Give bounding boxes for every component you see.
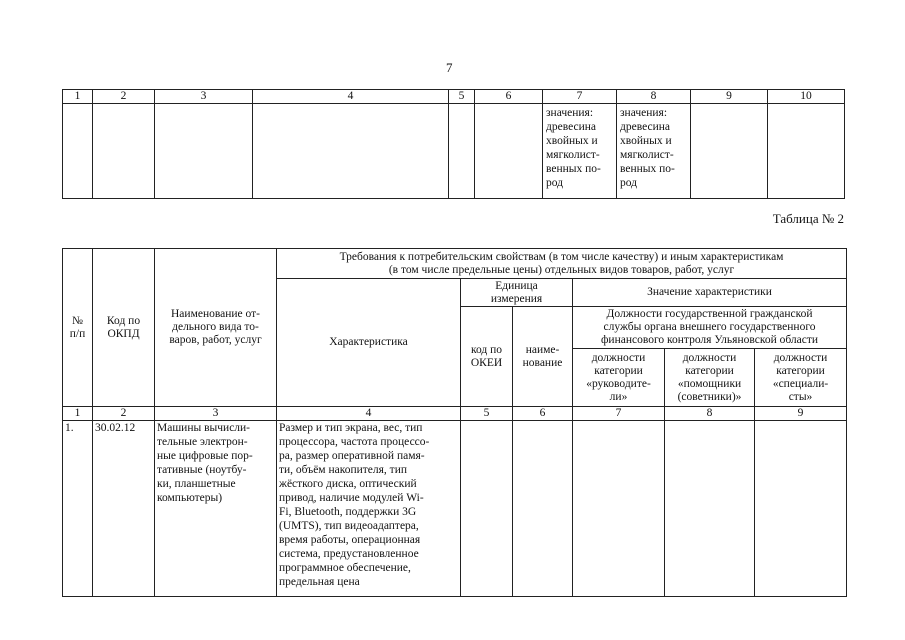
cell-line: жёсткого диска, оптический <box>279 478 417 490</box>
table-1-colnum: 5 <box>449 90 475 104</box>
cell-line: тельные электрон- <box>157 436 248 448</box>
header-line: ОКЕИ <box>470 356 503 369</box>
header-requirements <box>277 249 847 279</box>
row-okpd: 30.02.12 <box>93 421 155 597</box>
cell-line: ные цифровые пор- <box>157 450 253 462</box>
header-okpd <box>93 249 155 407</box>
header-line: код по <box>470 343 503 356</box>
header-category-heads <box>573 349 665 407</box>
cell-line: значения: <box>546 107 594 119</box>
header-line: «помощники <box>677 377 742 390</box>
table-cell <box>755 421 847 597</box>
header-line: наиме- <box>525 343 560 356</box>
table-cell <box>665 421 755 597</box>
table-2-colnum: 7 <box>573 407 665 421</box>
table-2-colnum: 8 <box>665 407 755 421</box>
header-line: измерения <box>490 292 543 305</box>
header-line: категории <box>594 364 643 377</box>
cell-line: древесина <box>546 121 596 133</box>
table-1-row <box>63 104 845 199</box>
table-2-colnum: 5 <box>461 407 513 421</box>
table-cell <box>253 104 449 199</box>
table-cell <box>155 104 253 199</box>
table-2 <box>62 248 847 597</box>
table-cell <box>63 104 93 199</box>
header-unit-name <box>513 307 573 407</box>
cell-line: венных по- <box>546 163 601 175</box>
header-line: ли» <box>609 390 628 403</box>
table-cell <box>93 104 155 199</box>
header-unit <box>461 279 573 307</box>
cell-line: венных по- <box>620 163 675 175</box>
row-name <box>155 421 277 597</box>
header-characteristic: Характеристика <box>277 279 461 407</box>
table-1-column-numbers <box>63 90 845 104</box>
cell-line: мягколист- <box>620 149 674 161</box>
header-line: должности <box>682 351 737 364</box>
header-value: Значение характеристики <box>573 279 847 307</box>
cell-line: значения: <box>620 107 668 119</box>
table-1-colnum: 4 <box>253 90 449 104</box>
table-1-colnum: 7 <box>543 90 617 104</box>
page-number: 7 <box>446 60 453 75</box>
cell-line: процессора, частота процессо- <box>279 436 430 448</box>
table-1-colnum: 3 <box>155 90 253 104</box>
header-line: п/п <box>69 327 86 340</box>
cell-line: ти, объём накопителя, тип <box>279 464 408 476</box>
header-line: (в том числе предельные цены) отдельных видов товаров, работ, услуг <box>388 263 735 276</box>
cell-line: Fi, Bluetooth, поддержки 3G <box>279 506 417 518</box>
cell-line: хвойных и <box>546 135 598 147</box>
table-2-colnum: 2 <box>93 407 155 421</box>
table-1-cell-col7 <box>543 104 617 199</box>
cell-line: хвойных и <box>620 135 672 147</box>
table-2-colnum: 4 <box>277 407 461 421</box>
header-num <box>63 249 93 407</box>
table-1-colnum: 6 <box>475 90 543 104</box>
table-1-colnum: 8 <box>617 90 691 104</box>
header-line: дельного вида то- <box>172 321 259 333</box>
header-line: категории <box>685 364 734 377</box>
header-category-specialists <box>755 349 847 407</box>
cell-line: компьютеры) <box>157 492 223 504</box>
cell-line: Машины вычисли- <box>157 422 251 434</box>
cell-line: программное обеспечение, <box>279 562 411 574</box>
cell-line: (UMTS), тип видеоадаптера, <box>279 520 419 532</box>
table-2-colnum: 6 <box>513 407 573 421</box>
cell-line: мягколист- <box>546 149 600 161</box>
table-1-colnum: 1 <box>63 90 93 104</box>
table-2-colnum: 3 <box>155 407 277 421</box>
header-line: нование <box>522 356 563 369</box>
table-cell <box>449 104 475 199</box>
cell-line: система, предустановленное <box>279 548 419 560</box>
header-line: категории <box>776 364 825 377</box>
table-2-colnum: 1 <box>63 407 93 421</box>
cell-line: род <box>546 177 564 189</box>
row-num: 1. <box>63 421 93 597</box>
header-line: № <box>72 314 83 327</box>
table-cell <box>573 421 665 597</box>
table-2-caption: Таблица № 2 <box>772 211 844 226</box>
row-characteristic <box>277 421 461 597</box>
cell-line: древесина <box>620 121 670 133</box>
cell-line: время работы, операционная <box>279 534 421 546</box>
table-1-colnum: 9 <box>691 90 768 104</box>
cell-line: род <box>620 177 638 189</box>
header-line: «специали- <box>772 377 829 390</box>
header-name <box>155 249 277 407</box>
header-line: Код по <box>106 314 141 327</box>
header-line: финансового контроля Ульяновской области <box>600 334 819 346</box>
table-1-colnum: 2 <box>93 90 155 104</box>
header-line: сты» <box>788 390 813 403</box>
cell-line: предельная цена <box>279 576 360 588</box>
header-line: Наименование от- <box>171 308 260 320</box>
cell-line: ра, размер оперативной памя- <box>279 450 425 462</box>
table-row <box>63 421 847 597</box>
table-2-colnum: 9 <box>755 407 847 421</box>
header-line: Должности государственной гражданской <box>606 308 813 320</box>
header-line: Единица <box>495 279 538 292</box>
table-cell <box>768 104 845 199</box>
header-line: «руководите- <box>586 377 651 390</box>
cell-line: Размер и тип экрана, вес, тип <box>279 422 423 434</box>
table-cell <box>475 104 543 199</box>
header-line: Требования к потребительским свойствам (в том числе качеству) и иным характеристикам <box>339 250 784 263</box>
table-cell <box>461 421 513 597</box>
cell-line: привод, наличие модулей Wi- <box>279 492 424 504</box>
header-line: службы органа внешнего государственного <box>603 321 816 333</box>
table-1-colnum: 10 <box>768 90 845 104</box>
header-line: варов, работ, услуг <box>169 334 262 346</box>
table-1-cell-col8 <box>617 104 691 199</box>
cell-line: тативные (ноутбу- <box>157 464 247 476</box>
table-cell <box>691 104 768 199</box>
table-2-column-numbers <box>63 407 847 421</box>
table-cell <box>513 421 573 597</box>
table-2-header-row <box>63 249 847 279</box>
table-1-continuation <box>62 89 845 199</box>
header-category-advisors <box>665 349 755 407</box>
header-positions <box>573 307 847 349</box>
header-line: (советники)» <box>677 390 742 403</box>
header-line: должности <box>773 351 828 364</box>
header-line: ОКПД <box>107 327 140 340</box>
header-okei <box>461 307 513 407</box>
header-line: должности <box>591 351 646 364</box>
cell-line: ки, планшетные <box>157 478 236 490</box>
